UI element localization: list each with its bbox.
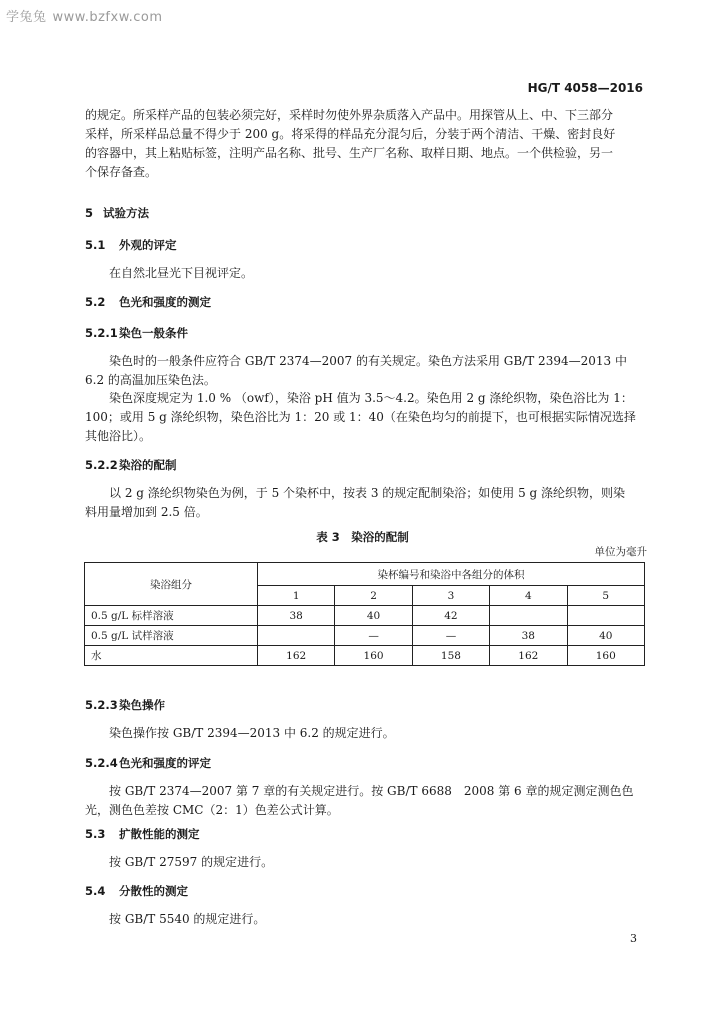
table-cell: [258, 626, 335, 646]
section-title: 试验方法: [103, 206, 149, 220]
section-number: 5.3: [85, 827, 106, 841]
cup-number: 5: [567, 586, 645, 606]
table-cell: 160: [567, 646, 645, 666]
section-title: 色光和强度的评定: [119, 756, 211, 770]
section-number: 5: [85, 206, 94, 220]
section-number: 5.2.4: [85, 756, 118, 770]
section-5-4-text: 按 GB/T 5540 的规定进行。: [109, 912, 266, 926]
table-row: [85, 646, 645, 666]
section-5-2-3-text: 染色操作按 GB/T 2394—2013 中 6.2 的规定进行。: [109, 726, 395, 740]
section-5-2-3-heading: [85, 697, 165, 713]
section-title: 色光和强度的测定: [119, 295, 211, 309]
section-number: 5.1: [85, 238, 106, 252]
table-unit: 单位为毫升: [594, 546, 647, 558]
column-header: 染浴组分: [85, 563, 258, 606]
table-cell: —: [412, 626, 489, 646]
table-cell: —: [335, 626, 412, 646]
section-number: 5.2: [85, 295, 106, 309]
table-title: 表 3 染浴的配制: [316, 530, 409, 544]
section-5-2-2-para: [85, 484, 643, 522]
section-title: 外观的评定: [119, 238, 177, 252]
watermark-site: 学兔兔: [6, 10, 47, 25]
section-title: 扩散性能的测定: [119, 827, 200, 841]
section-title: 染色一般条件: [119, 326, 188, 340]
section-5-1-heading: [85, 237, 177, 253]
table-cell: 162: [490, 646, 567, 666]
table-cell: 40: [335, 606, 412, 626]
table-cell: 38: [258, 606, 335, 626]
section-title: 染浴的配制: [119, 458, 177, 472]
page-number: 3: [630, 932, 637, 945]
section-number: 5.2.2: [85, 458, 118, 472]
section-number: 5.4: [85, 884, 106, 898]
section-5-2-2-heading: [85, 457, 177, 473]
table-row: [85, 606, 645, 626]
section-5-4-heading: [85, 883, 188, 899]
text-line: 按 GB/T 2374—2007 第 7 章的有关规定进行。按 GB/T 6688 2008 第 6 章的规定测定测色色: [109, 784, 634, 798]
text-line: 光，测色色差按 CMC（2：1）色差公式计算。: [85, 803, 339, 817]
section-5-1-text: 在自然北昼光下目视评定。: [109, 266, 254, 280]
cup-number: 1: [258, 586, 335, 606]
row-label: 水: [85, 646, 258, 666]
table-cell: 158: [412, 646, 489, 666]
table-cell: 40: [567, 626, 645, 646]
table-cell: [567, 606, 645, 626]
section-5-2-1-para-1: [85, 352, 643, 390]
section-5-2-1-heading: [85, 325, 188, 341]
cup-number: 2: [335, 586, 412, 606]
section-5-2-1-para-2: [85, 389, 643, 446]
intro-line: 的容器中，其上粘贴标签，注明产品名称、批号、生产厂名称、取样日期、地点。一个供检验，另一: [85, 146, 614, 160]
table-cell: 38: [490, 626, 567, 646]
text-line: 100；或用 5 g 涤纶织物，染色浴比为 1：20 或 1：40（在染色均匀的前提下，也可根据实际情况选择: [85, 410, 636, 424]
section-5-3-heading: [85, 826, 200, 842]
intro-line: 的规定。所采样产品的包装必须完好，采样时勿使外界杂质落入产品中。用探管从上、中、下三部分: [85, 108, 614, 122]
bath-composition-table: [84, 562, 645, 666]
section-5-3-text: 按 GB/T 27597 的规定进行。: [109, 855, 274, 869]
text-line: 以 2 g 涤纶织物染色为例，于 5 个染杯中，按表 3 的规定配制染浴；如使用 5 g 涤纶织物，则染: [109, 486, 626, 500]
table-row: [85, 626, 645, 646]
intro-line: 个保存备查。: [85, 165, 158, 179]
group-header: 染杯编号和染浴中各组分的体积: [258, 563, 645, 586]
section-title: 分散性的测定: [119, 884, 188, 898]
watermark-url: www.bzfxw.com: [52, 10, 163, 25]
section-5-2-4-heading: [85, 755, 211, 771]
table-header-row: [85, 563, 645, 586]
intro-line: 采样，所采样品总量不得少于 200 g。将采得的样品充分混匀后，分装于两个清洁、干燥、密封良好: [85, 127, 616, 141]
row-label: 0.5 g/L 试样溶液: [85, 626, 258, 646]
watermark: [6, 6, 163, 25]
section-5-2-4-para: [85, 782, 643, 820]
text-line: 染色时的一般条件应符合 GB/T 2374—2007 的有关规定。染色方法采用 GB/T 2394—2013 中: [109, 354, 627, 368]
intro-paragraph: [85, 106, 643, 182]
text-line: 料用量增加到 2.5 倍。: [85, 505, 208, 519]
section-number: 5.2.1: [85, 326, 118, 340]
cup-number: 3: [412, 586, 489, 606]
text-line: 6.2 的高温加压染色法。: [85, 373, 216, 387]
section-title: 染色操作: [119, 698, 165, 712]
standard-number: HG/T 4058—2016: [527, 81, 643, 95]
cup-number: 4: [490, 586, 567, 606]
table-cell: 160: [335, 646, 412, 666]
row-label: 0.5 g/L 标样溶液: [85, 606, 258, 626]
table-cell: 162: [258, 646, 335, 666]
section-5-2-heading: [85, 294, 211, 310]
table-cell: 42: [412, 606, 489, 626]
table-cell: [490, 606, 567, 626]
section-number: 5.2.3: [85, 698, 118, 712]
text-line: 染色深度规定为 1.0 % （owf），染浴 pH 值为 3.5～4.2。染色用 2 g 涤纶织物，染色浴比为 1：: [109, 391, 633, 405]
text-line: 其他浴比）。: [85, 429, 152, 443]
section-5-heading: [85, 205, 149, 221]
